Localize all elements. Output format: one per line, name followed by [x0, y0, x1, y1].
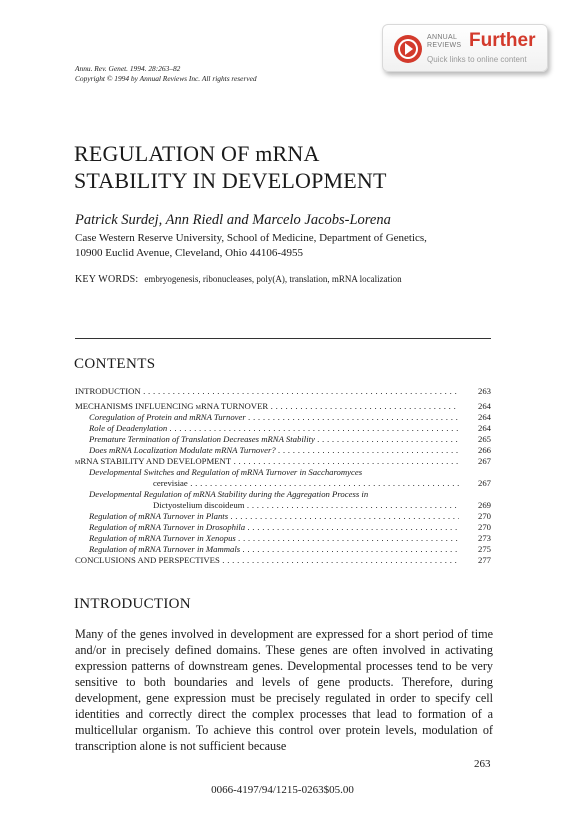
- toc-entry[interactable]: Premature Termination of Translation Decreases mRNA Stability . . . 265: [75, 434, 491, 445]
- keywords: [75, 274, 402, 285]
- toc-entry[interactable]: mRNA STABILITY AND DEVELOPMENT . . . 267: [75, 456, 491, 467]
- toc-entry[interactable]: MECHANISMS INFLUENCING mRNA TURNOVER . . . 264: [75, 401, 491, 412]
- affiliation: Case Western Reserve University, School of Medicine, Department of Genetics, 10900 Euclid Avenue, Cleveland, Ohio 44106-4955: [75, 232, 427, 259]
- banner-tagline: Quick links to online content: [427, 55, 527, 64]
- further-banner[interactable]: [382, 24, 548, 72]
- toc-entry[interactable]: Dictyostelium discoideum . . . 269: [75, 500, 491, 511]
- toc-entry[interactable]: CONCLUSIONS AND PERSPECTIVES . . . 277: [75, 555, 491, 566]
- journal-citation: [75, 64, 257, 84]
- keywords-list: embryogenesis, ribonucleases, poly(A), translation, mRNA localization: [144, 274, 402, 284]
- banner-further-label: Further: [469, 30, 536, 51]
- toc-entry[interactable]: INTRODUCTION . . . 263: [75, 386, 491, 397]
- toc-entry[interactable]: Regulation of mRNA Turnover in Mammals . . . 275: [75, 544, 491, 555]
- section-divider: [75, 338, 491, 339]
- toc-entry[interactable]: Developmental Regulation of mRNA Stability during the Aggregation Process in: [89, 489, 369, 499]
- toc-entry[interactable]: Developmental Switches and Regulation of mRNA Turnover in Saccharomyces: [89, 467, 363, 477]
- footer-code: 0066-4197/94/1215-0263$05.00: [211, 784, 354, 796]
- authors: Patrick Surdej, Ann Riedl and Marcelo Jacobs-Lorena: [75, 212, 391, 228]
- toc-entry[interactable]: Role of Deadenylation . . . 264: [75, 423, 491, 434]
- toc-entry[interactable]: cerevisiae . . . 267: [75, 478, 491, 489]
- table-of-contents: [75, 386, 491, 566]
- page-number: 263: [474, 758, 491, 770]
- article-title: REGULATION OF mRNA STABILITY IN DEVELOPMENT: [74, 141, 387, 193]
- contents-heading: CONTENTS: [74, 356, 156, 372]
- banner-brand: ANNUAL REVIEWS: [427, 34, 462, 49]
- introduction-heading: INTRODUCTION: [74, 596, 191, 612]
- toc-entry[interactable]: Does mRNA Localization Modulate mRNA Turnover? . . . 266: [75, 445, 491, 456]
- toc-entry[interactable]: Regulation of mRNA Turnover in Drosophila . . . 270: [75, 522, 491, 533]
- toc-entry[interactable]: Coregulation of Protein and mRNA Turnover . . . 264: [75, 412, 491, 423]
- keywords-label: KEY WORDS:: [75, 274, 139, 285]
- introduction-paragraph: Many of the genes involved in development are expressed for a short period of time and/or in precisely defined domains. These genes are often involved in activating expression patterns of downstream genes. Developmental processes tend to be very sensitive to both boundaries and levels of gene products. Therefore, during development, gene expression must be precisely regulated in order to specify cell identities and correctly direct the complex processes that lead to formation of a multicellular organism. To achieve this control over protein levels, modulation of transcription alone is not sufficient because: [75, 627, 493, 753]
- citation-line: Annu. Rev. Genet. 1994. 28:263–82: [75, 64, 181, 73]
- copyright-line: Copyright © 1994 by Annual Reviews Inc. All rights reserved: [75, 74, 257, 83]
- toc-entry[interactable]: Regulation of mRNA Turnover in Xenopus . . . 273: [75, 533, 491, 544]
- arrow-circle-icon: [393, 34, 423, 64]
- toc-entry[interactable]: Regulation of mRNA Turnover in Plants . . . 270: [75, 511, 491, 522]
